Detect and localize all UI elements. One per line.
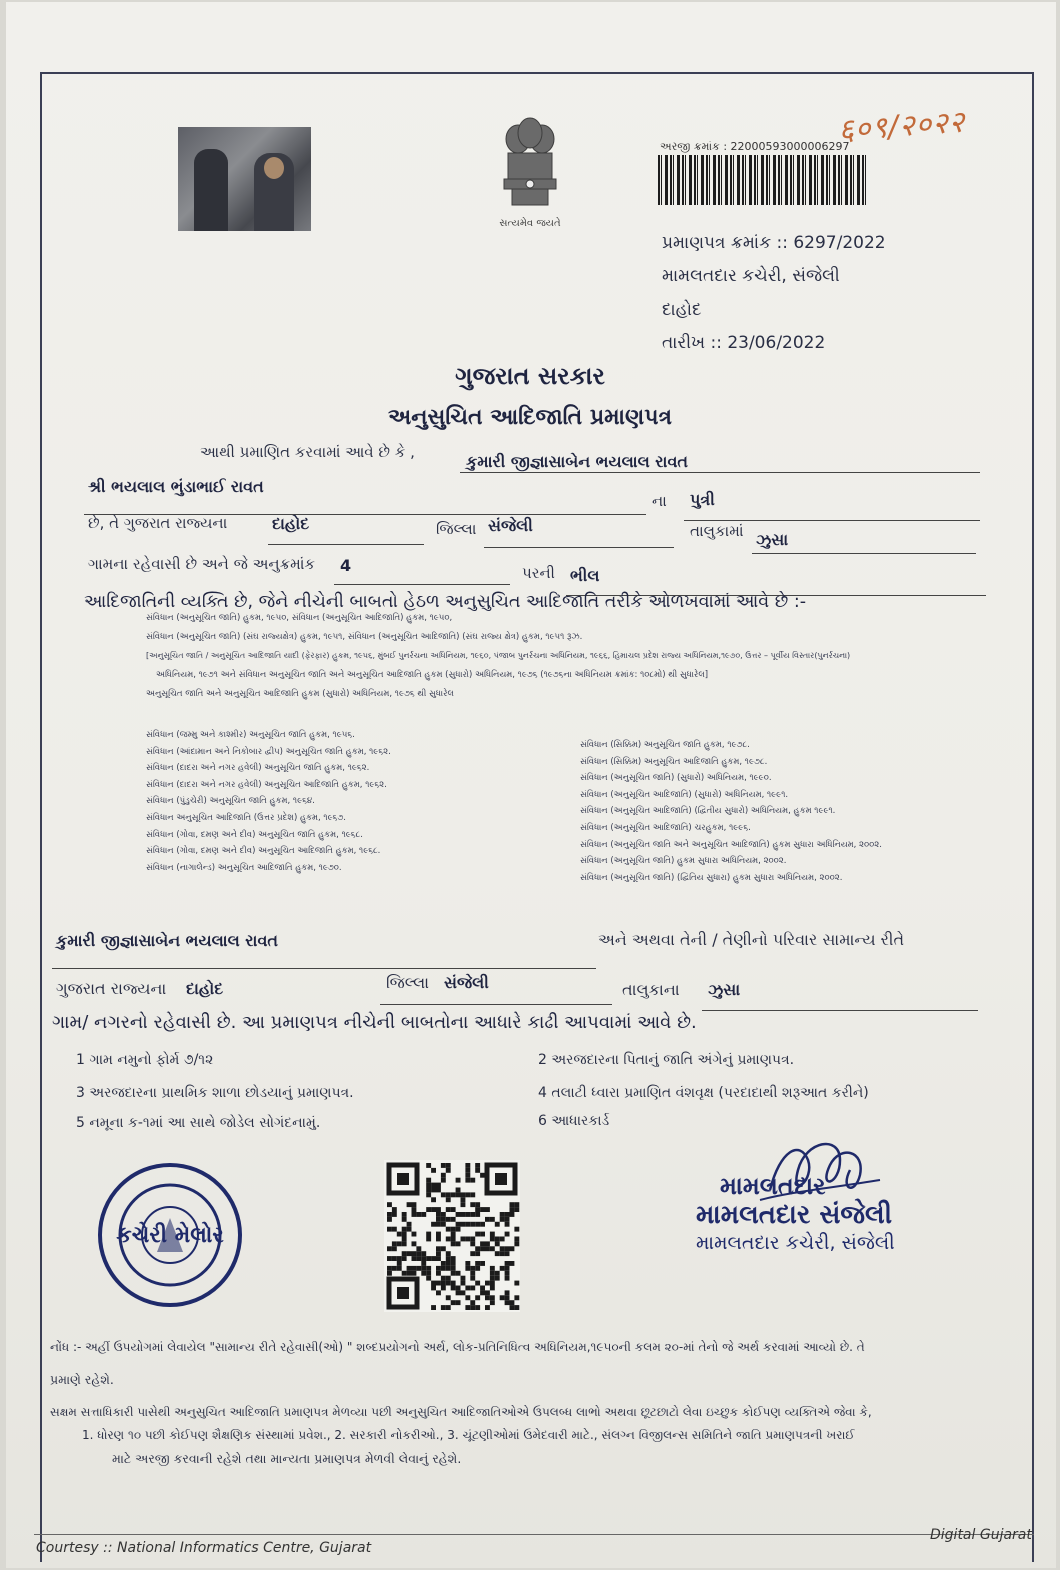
seal-text: કચેરી મેલોર: [116, 1223, 224, 1248]
family-district-value: દાહોદ: [186, 979, 224, 998]
barcode: [658, 155, 868, 205]
serial-line: [334, 584, 510, 585]
document-item: 5 નમૂના ક-૧માં આ સાથે જોડેલ સોગંદનામું.: [76, 1115, 321, 1131]
tribe-text: આદિજાતિની વ્યક્તિ છે, જેને નીચેની બાબતો હેઠળ અનુસુચિત આદિજાતિ તરીકે ઓળખવામાં આવે છે :-: [84, 592, 807, 612]
family-village-line: [702, 1010, 978, 1011]
legal-line: [અનુસૂચિત જાતિ / અનુસૂચિત આદિજાતિ યાદી (ફેરફાર) હુકમ, ૧૯૫૬, મુંબઈ પુનર્રચના અધિનિયમ, ૧૯૬૦, પંજાબ પુનર્રચના અધિનિયમ, ૧૯૬૬, હિમાચલ પ્રદેશ રાજ્ય અધિનિયમ,૧૯૭૦, ઉત્તર – પૂર્વીય વિસ્તાર(પુનર્રચના): [146, 651, 851, 660]
document-item: 2 અરજદારના પિતાનું જાતિ અંગેનું પ્રમાણપત્ર.: [538, 1052, 795, 1068]
note-line: નોંધ :- અહીં ઉપયોગમાં લેવાયેલ "સામાન્ય રીતે રહેવાસી(ઓ) " શબ્દપ્રયોગનો અર્થ, લોક-પ્રતિનિધિત્વ અધિનિયમ,૧૯૫૦ની કલમ ૨૦-માં તેનો જે અર્થ કરવામાં આવ્યો છે. તે: [50, 1340, 865, 1354]
state-label: છે, તે ગુજરાત રાજ્યના: [88, 514, 228, 532]
order-item: સંવિધાન (સિક્કિમ) અનુસૂચિત આદિજાતિ હુકમ, ૧૯૭૮.: [580, 756, 768, 767]
government-title: ગુજરાત સરકાર: [455, 362, 605, 390]
district-label: જિલ્લા: [436, 520, 477, 538]
order-item: સંવિધાન (અનુસૂચિત જાતિ) (સુધારો) અધિનિયમ, ૧૯૯૦.: [580, 773, 772, 784]
order-item: સંવિધાન (ગોવા, દમણ અને દીવ) અનુસૂચિત આદિજાતિ હુકમ, ૧૯૬૮.: [146, 846, 381, 857]
footer-courtesy: Courtesy :: National Informatics Centre, Gujarat: [36, 1540, 372, 1556]
order-item: સંવિધાન (દાદરા અને નગર હવેલી) અનુસૂચિત આદિજાતિ હુકમ, ૧૯૬૨.: [146, 779, 387, 790]
order-item: સંવિધાન (અનુસૂચિત જાતિ) હુકમ સુધારા અધિનિયમ, ૨૦૦૨.: [580, 856, 787, 867]
family-name-line: [52, 968, 596, 969]
district-line: [268, 544, 424, 545]
orders-left-list: [146, 727, 391, 876]
document-item: 4 તલાટી ધ્વારા પ્રમાણિત વંશવૃક્ષ (પરદાદાથી શરૂઆત કરીને): [538, 1085, 869, 1101]
office-district: દાહોદ: [662, 300, 702, 320]
document-item: 3 અરજદારના પ્રાથમિક શાળા છોડયાનું પ્રમાણપત્ર.: [76, 1085, 354, 1101]
relation-value: પુત્રી: [690, 490, 715, 509]
ashoka-emblem-icon: [490, 113, 570, 213]
family-district-label: જિલ્લા: [386, 973, 430, 992]
order-item: સંવિધાન અનુસૂચિત આદિજાતિ (ઉત્તર પ્રદેશ) હુકમ, ૧૯૬૭.: [146, 812, 347, 823]
order-item: સંવિધાન (પુંડુચેરી) અનુસૂચિત જાતિ હુકમ, ૧૯૬૪.: [146, 796, 315, 807]
legal-line: અધિનિયમ, ૧૯૭૧ અને સંવિધાન અનુસૂચિત જાતિ અને અનુસૂચિત આદિજાતિ હુકમ (સુધારો) અધિનિયમ, ૧૯૭૬ (૧૯૭૬ના અધિનિયમ ક્રમાંક: ૧૦૮મો) થી સુધારેલ]: [156, 670, 709, 680]
emblem-motto: સત્યમેવ જયતે: [499, 218, 561, 229]
family-resident-text: ગામ/ નગરનો રહેવાસી છે. આ પ્રમાણપત્ર નીચેની બાબતોના આધારે કાઢી આપવામાં આવે છે.: [52, 1012, 697, 1033]
village-line: [752, 553, 976, 554]
applicant-name-line: [460, 472, 980, 473]
family-village-value: ઝુસા: [708, 980, 741, 999]
note-line: સક્ષમ સત્તાધિકારી પાસેથી અનુસુચિત આદિજાતિ પ્રમાણપત્ર મેળવ્યા પછી અનુસુચિત આદિજાતિઓએ ઉપલબ્ધ લાભો અથવા છૂટછાટો લેવા ઇચ્છુક કોઈપણ વ્યક્તિએ જેવા કે,: [50, 1405, 872, 1419]
order-item: સંવિધાન (દાદરા અને નગર હવેલી) અનુસૂચિત જાતિ હુકમ, ૧૯૬૨.: [146, 763, 370, 774]
order-item: સંવિધાન (અનુસૂચિત આદિજાતિ) (સુધારો) અધિનિયમ, ૧૯૯૧.: [580, 789, 789, 800]
family-name: કુમારી જીજ્ઞાસાબેન ભયલાલ રાવત: [56, 931, 279, 950]
applicant-photo: [178, 127, 311, 231]
of-label: ના: [652, 492, 667, 510]
order-item: સંવિધાન (નાગાલેન્ડ) અનુસૂચિત આદિજાતિ હુકમ, ૧૯૭૦.: [146, 862, 342, 873]
order-item: સંવિધાન (અનુસૂચિત આદિજાતિ) ચરહુકમ, ૧૯૯૬.: [580, 822, 751, 833]
office-seal-icon: [95, 1160, 245, 1310]
taluka-line: [484, 547, 674, 548]
order-item: સંવિધાન (અનુસૂચિત આદિજાતિ) (દ્વિતીય સુધારો) અધિનિયમ, હુકમ ૧૯૯૧.: [580, 806, 836, 817]
certificate-title: અનુસુચિત આદિજાતિ પ્રમાણપત્ર: [387, 405, 673, 430]
issuing-office: મામલતદાર કચેરી, સંજેલી: [662, 266, 840, 286]
certify-text: આથી પ્રમાણિત કરવામાં આવે છે કે ,: [200, 443, 415, 461]
legal-line: અનુસૂચિત જાતિ અને અનુસૂચિત આદિજાતિ હુકમ (સુધારો) અધિનિયમ, ૧૯૭૬ થી સુધારેલ: [146, 689, 454, 699]
order-item: સંવિધાન (જમ્મુ અને કાશ્મીર) અનુસૂચિત જાતિ હુકમ, ૧૯૫૬.: [146, 730, 355, 740]
footer-divider: [34, 1534, 1034, 1535]
village-value: ઝુસા: [756, 530, 789, 549]
family-taluka-label: તાલુકાના: [622, 980, 680, 999]
taluka-value: સંજેલી: [488, 516, 533, 535]
serial-number: 4: [340, 556, 352, 575]
applicant-name: કુમારી જીજ્ઞાસાબેન ભયલાલ રાવત: [466, 452, 689, 471]
document-item: 6 આધારકાર્ડ: [538, 1113, 610, 1129]
qr-code: [384, 1160, 520, 1312]
issue-date: તારીખ :: 23/06/2022: [662, 333, 826, 353]
order-item: સંવિધાન (અનુસૂચિત જાતિ) (દ્વિતિય સુધારા) હુકમ સુધારા અધિનિયમ, ૨૦૦૨.: [580, 872, 843, 883]
certificate-number: પ્રમાણપત્ર ક્રમાંક :: 6297/2022: [662, 233, 886, 253]
footer-digital-gujarat: Digital Gujarat: [930, 1527, 1032, 1543]
orders-right-list: [580, 737, 882, 886]
note-line: 1. ધોરણ ૧૦ પછી કોઈપણ શૈક્ષણિક સંસ્થામાં પ્રવેશ., 2. સરકારી નોકરીઓ., 3. ચૂંટણીઓમાં ઉમેદવારી માટે., સંલગ્ન વિજીલન્સ સમિતિને જાતિ પ્રમાણપત્રની ખરાઈ: [82, 1428, 855, 1442]
legal-line: સંવિધાન (અનુસૂચિત જાતિ) (સંઘ રાજ્યક્ષેત્ર) હુકમ, ૧૯૫૧, સંવિધાન (અનુસૂચિત આદિજાતિ) (સંઘ રાજ્ય ક્ષેત્ર) હુકમ, ૧૯૫૧ રૂઝ.: [146, 632, 583, 642]
order-item: સંવિધાન (અનુસૂચિત જાતિ અને અનુસૂચિત આદિજાતિ) હુકમ સુધારા અધિનિયમ, ૨૦૦૨.: [580, 839, 882, 850]
signature-office: મામલતદાર કચેરી, સંજેલી: [696, 1232, 895, 1254]
signature-designation: મામલતદાર સંજેલી: [696, 1200, 893, 1230]
father-name: શ્રી ભયલાલ ભુંડાભાઈ રાવત: [88, 477, 264, 496]
family-state-label: ગુજરાત રાજ્યના: [56, 979, 167, 998]
taluka-label: તાલુકામાં: [690, 522, 744, 540]
note-line: માટે અરજી કરવાની રહેશે તથા માન્યતા પ્રમાણપત્ર મેળવી લેવાનું રહેશે.: [112, 1451, 462, 1466]
order-item: સંવિધાન (ગોવા, દમણ અને દીવ) અનુસૂચિત જાતિ હુકમ, ૧૯૬૮.: [146, 829, 363, 840]
legal-line: સંવિધાન (અનુસૂચિત જાતિ) હુકમ, ૧૯૫૦, સંવિધાન (અનુસૂચિત આદિજાતિ) હુકમ, ૧૯૫૦,: [146, 613, 453, 623]
family-and-text: અને અથવા તેની / તેણીનો પરિવાર સામાન્ય રીતે: [598, 930, 905, 949]
application-number: અરજી ક્રમાંક : 22000593000006297: [660, 140, 850, 153]
family-taluka-value: સંજેલી: [444, 973, 489, 992]
order-item: સંવિધાન (સિક્કિમ) અનુસૂચિત જાતિ હુકમ, ૧૯૭૮.: [580, 740, 750, 750]
relation-line: [684, 520, 980, 521]
document-item: 1 ગામ નમુનો ફોર્મ ૭/૧૨: [76, 1052, 214, 1068]
signature-title: મામલતદાર: [720, 1172, 826, 1200]
tribe-value: ભીલ: [570, 566, 600, 585]
on-label: પરની: [522, 564, 555, 582]
order-item: સંવિધાન (આંદામાન અને નિકોબાર દ્વીપ) અનુસૂચિત જાતિ હુકમ, ૧૯૬૨.: [146, 746, 391, 757]
note-line: પ્રમાણે રહેશે.: [50, 1372, 114, 1387]
handwritten-number: ६०९/२०२२: [837, 104, 967, 149]
resident-label: ગામના રહેવાસી છે અને જે અનુક્રમાંક: [88, 555, 316, 573]
district-value: દાહોદ: [272, 514, 310, 533]
family-taluka-line: [380, 1004, 612, 1005]
